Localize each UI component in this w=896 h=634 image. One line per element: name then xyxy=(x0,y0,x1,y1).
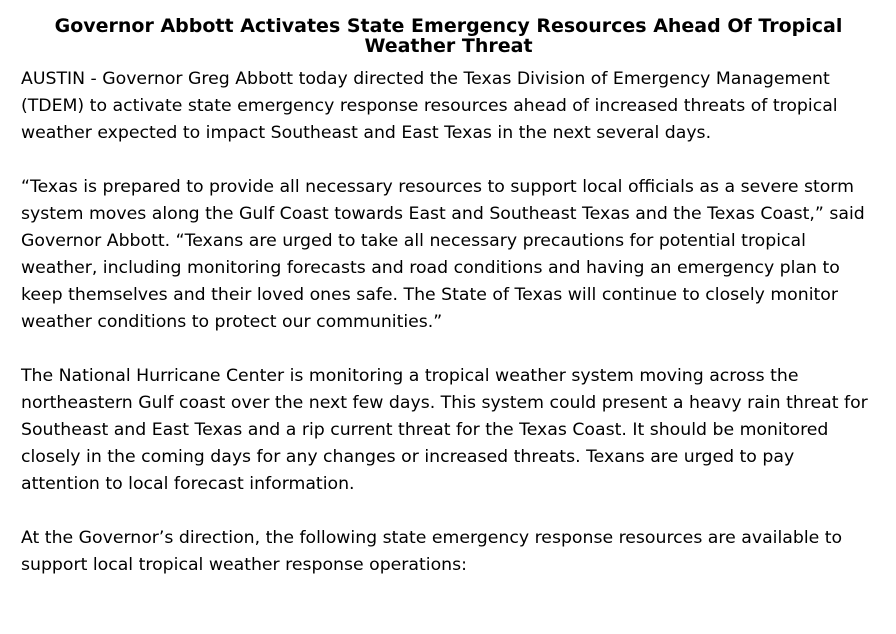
paragraph-hurricane-center: The National Hurricane Center is monitoring a tropical weather system moving across the northeastern Gulf coast over the next few days. This system could present a heavy rain threat for Southeast and East Texas and a rip current threat for the Texas Coast. It should be monitored closely in the coming days for any changes or increased threats. Texans are urged to pay attention to local forecast information. xyxy=(21,366,868,494)
article-title: Governor Abbott Activates State Emergency Resources Ahead Of Tropical Weather Threat xyxy=(54,15,843,57)
paragraph-intro: AUSTIN - Governor Greg Abbott today directed the Texas Division of Emergency Management (TDEM) to activate state emergency response resources ahead of increased threats of tropical weather expected to impact Southeast and East Texas in the next several days. xyxy=(21,69,838,143)
paragraph-quote: “Texas is prepared to provide all necessary resources to support local officials as a severe storm system moves along the Gulf Coast towards East and Southeast Texas and the Texas Coast,” said Governor Abbott. “Texans are urged to take all necessary precautions for potential tropical weather, including monitoring forecasts and road conditions and having an emergency plan to keep themselves and their loved ones safe. The State of Texas will continue to closely monitor weather conditions to protect our communities.” xyxy=(21,177,865,332)
paragraph-resources-intro: At the Governor’s direction, the following state emergency response resources are available to support local tropical weather response operations: xyxy=(21,528,843,575)
